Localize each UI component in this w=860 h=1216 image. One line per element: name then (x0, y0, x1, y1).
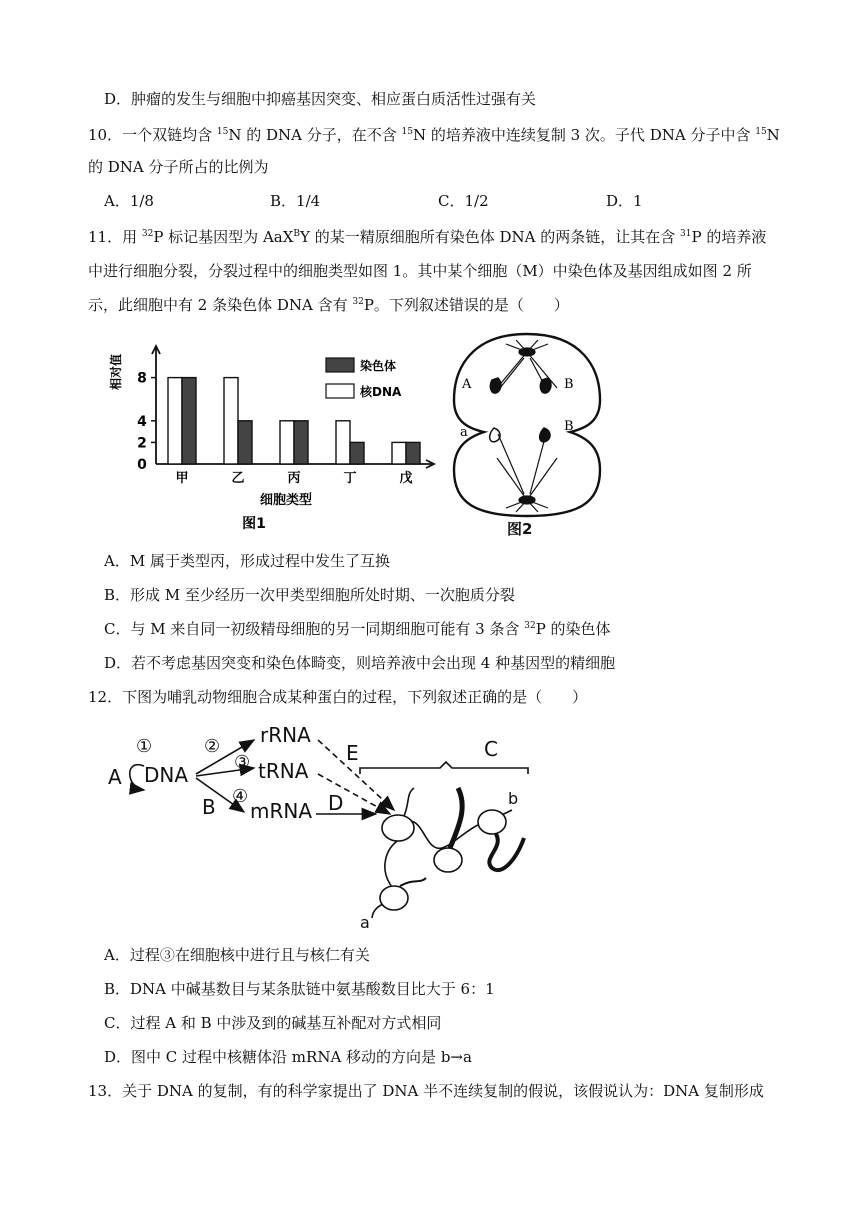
q10-option-a: A．1/8 (104, 192, 154, 210)
q10-text: N 的培养液中连续复制 3 次。子代 DNA 分子中含 (412, 126, 756, 144)
q9-option-d (104, 88, 536, 110)
polypeptide-1 (404, 788, 414, 816)
q10-text: 10．一个双链均含 (88, 126, 217, 144)
bar-chromosome (406, 442, 420, 464)
polypeptide-2 (450, 788, 462, 848)
q11-stem-line1 (88, 226, 766, 248)
q12-option-a-text: A．过程③在细胞核中进行且与核仁有关 (104, 946, 370, 964)
y-tick-label: 4 (137, 413, 147, 430)
polypeptide-4 (400, 878, 426, 886)
q11-option-c (104, 618, 611, 640)
x-tick-label: 乙 (231, 471, 245, 486)
q11-sup: 31 (680, 229, 692, 239)
bar-nuclear-dna (336, 421, 350, 464)
q11-stem-line2 (88, 260, 752, 282)
q9-option-d-text: D．肿瘤的发生与细胞中抑癌基因突变、相应蛋白质活性过强有关 (104, 90, 537, 108)
legend-swatch-chromosome (326, 358, 354, 372)
q10-sup: 15 (755, 127, 767, 137)
fig2-label-B2: B (564, 419, 574, 434)
label-dna: DNA (144, 763, 189, 787)
label-rrna: rRNA (260, 723, 311, 747)
figure1-bar-chart (104, 336, 444, 536)
q11-option-a (104, 550, 390, 572)
q11-text: Y 的某一精原细胞所有染色体 DNA 的两条链，让其在含 (300, 228, 680, 246)
q11-sup: 32 (352, 297, 364, 307)
ribosome-2 (434, 848, 462, 872)
label-process-a: A (108, 765, 122, 789)
label-process-d: D (328, 791, 344, 815)
label-process-c: C (484, 737, 498, 761)
q11-sup: 32 (141, 229, 154, 239)
q10-options (104, 190, 804, 212)
q12-option-c-text: C．过程 A 和 B 中涉及到的碱基互补配对方式相同 (104, 1014, 442, 1032)
bar-chromosome (182, 378, 196, 464)
q12-stem-text: 12．下图为哺乳动物细胞合成某种蛋白的过程，下列叙述正确的是（ ） (88, 688, 588, 706)
q10-text: N 的 DNA 分子，在不含 (228, 126, 402, 144)
q11-text: 示，此细胞中有 2 条染色体 DNA 含有 (88, 296, 353, 314)
label-circle-4: ④ (232, 786, 249, 807)
ribosome-1 (382, 815, 414, 841)
label-circle-3: ③ (234, 752, 251, 773)
q13-stem-line1 (88, 1080, 764, 1102)
fig2-label-A: A (462, 377, 472, 392)
bar-chromosome (238, 421, 252, 464)
spindle-pole-bottom (497, 458, 557, 512)
q11-stem-line3 (88, 294, 569, 316)
q10-option-b: B．1/4 (270, 192, 321, 210)
q12-option-b (104, 978, 495, 1000)
q11-sup: B (293, 229, 301, 239)
q12-option-c (104, 1012, 441, 1034)
q12-option-d (104, 1046, 472, 1068)
label-process-b: B (202, 795, 216, 819)
q11-option-b-text: B．形成 M 至少经历一次甲类型细胞所处时期、一次胞质分裂 (104, 586, 515, 604)
q12-option-a (104, 944, 370, 966)
q12-stem (88, 686, 587, 708)
q11-text: 11．用 (88, 228, 142, 246)
q12-option-d-text: D．图中 C 过程中核糖体沿 mRNA 移动的方向是 b→a (104, 1048, 472, 1066)
q10-option-d: D．1 (606, 192, 643, 210)
arrow-replication (130, 765, 144, 790)
q13-text: 13．关于 DNA 的复制，有的科学家提出了 DNA 半不连续复制的假说，该假说认为：DNA 复制形成 (88, 1082, 764, 1100)
legend-swatch-nuclear-dna (326, 384, 354, 398)
chromosomes (490, 358, 551, 494)
figure2-caption: 图2 (507, 520, 533, 538)
fig2-label-a: a (460, 425, 468, 440)
q11-option-c-tail: P 的染色体 (535, 620, 611, 638)
legend-label-nuclear-dna: 核DNA (360, 385, 402, 399)
q11-text: P。下列叙述错误的是（ ） (363, 296, 569, 314)
q10-sup: 15 (216, 127, 229, 137)
label-process-e: E (346, 741, 359, 765)
q11-text: P 标记基因型为 AaX (153, 228, 294, 246)
label-circle-1: ① (136, 736, 153, 757)
label-mrna: mRNA (250, 799, 313, 823)
x-tick-label: 戊 (399, 471, 413, 486)
q10-stem-line1 (88, 124, 780, 146)
bar-chromosome (350, 442, 364, 464)
q11-option-a-text: A．M 属于类型丙，形成过程中发生了互换 (104, 552, 390, 570)
x-tick-label: 丙 (287, 471, 301, 486)
q11-option-c-text: C．与 M 来自同一初级精母细胞的另一同期细胞可能有 3 条含 (104, 620, 525, 638)
ribosome-4 (380, 886, 408, 910)
figure1-caption: 图1 (242, 516, 266, 532)
y-tick-label: 2 (137, 435, 147, 452)
bar-nuclear-dna (224, 378, 238, 464)
q11-option-d-text: D．若不考虑基因突变和染色体畸变，则培养液中会出现 4 种基因型的精细胞 (104, 654, 616, 672)
q11-option-b (104, 584, 515, 606)
q10-text: 的 DNA 分子所占的比例为 (88, 158, 269, 176)
brace-c (360, 762, 528, 774)
legend-label-chromosome: 染色体 (360, 359, 397, 373)
q11-text: 中进行细胞分裂，分裂过程中的细胞类型如图 1。其中某个细胞（M）中染色体及基因组成如图 2 所 (88, 262, 752, 280)
label-end-a: a (360, 913, 370, 932)
q11-option-d (104, 652, 615, 674)
bar-nuclear-dna (392, 442, 406, 464)
ribosome-3 (478, 810, 506, 834)
figure-protein-synthesis (104, 718, 544, 938)
q10-option-c: C．1/2 (438, 192, 489, 210)
q10-sup: 15 (401, 127, 413, 137)
q11-sup: 32 (524, 621, 536, 631)
y-axis-label: 相对值 (109, 353, 123, 391)
label-trna: tRNA (258, 759, 309, 783)
fig2-label-B: B (564, 377, 574, 392)
bar-chromosome (294, 421, 308, 464)
cell-membrane (454, 334, 600, 516)
x-tick-label: 丁 (343, 471, 357, 486)
q11-text: P 的培养液 (691, 228, 767, 246)
y-tick-label: 0 (137, 457, 147, 473)
figure2-cell-diagram (442, 328, 612, 538)
q10-stem-line2 (88, 156, 269, 178)
x-tick-label: 甲 (175, 471, 189, 486)
x-axis-label: 细胞类型 (259, 493, 313, 508)
y-tick-label: 8 (137, 370, 147, 387)
q12-option-b-text: B．DNA 中碱基数目与某条肽链中氨基酸数目比大于 6：1 (104, 980, 495, 998)
label-circle-2: ② (204, 736, 221, 757)
q10-text: N (766, 126, 780, 144)
bar-nuclear-dna (280, 421, 294, 464)
bar-nuclear-dna (168, 378, 182, 464)
polypeptide-3 (489, 834, 524, 870)
label-end-b: b (508, 789, 519, 808)
